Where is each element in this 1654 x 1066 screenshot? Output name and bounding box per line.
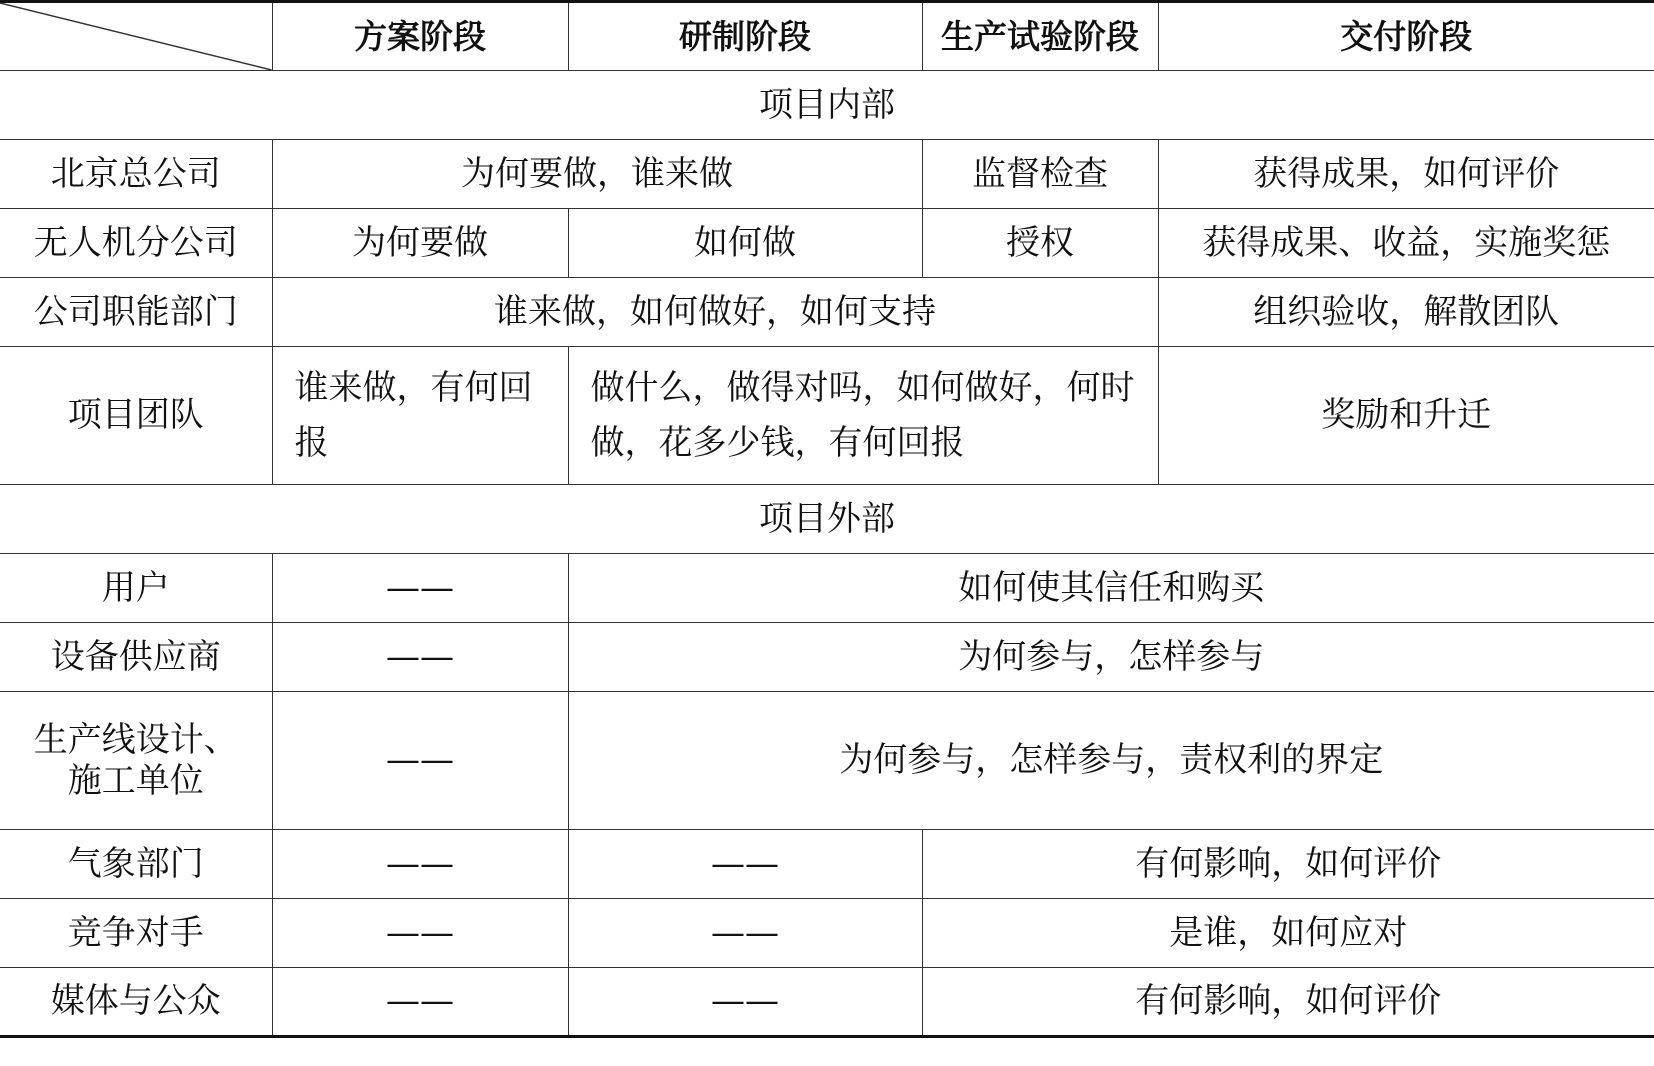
diagonal-corner-cell xyxy=(0,2,272,71)
diagonal-line xyxy=(0,3,272,70)
table-cell: 获得成果、收益，实施奖惩 xyxy=(1158,209,1654,278)
header-stage-development: 研制阶段 xyxy=(568,2,922,71)
table-cell: 授权 xyxy=(922,209,1158,278)
table-row xyxy=(0,692,1654,830)
header-row xyxy=(0,2,1654,71)
table-row xyxy=(0,209,1654,278)
header-stage-delivery: 交付阶段 xyxy=(1158,2,1654,71)
row-label: 设备供应商 xyxy=(0,623,272,692)
table-cell: 谁来做，如何做好，如何支持 xyxy=(272,278,1158,347)
table-row xyxy=(0,899,1654,968)
table-cell: 奖励和升迁 xyxy=(1158,347,1654,485)
table-cell: —— xyxy=(568,830,922,899)
row-label: 北京总公司 xyxy=(0,140,272,209)
table-cell: 如何做 xyxy=(568,209,922,278)
table-cell: —— xyxy=(272,692,568,830)
table-cell: 组织验收，解散团队 xyxy=(1158,278,1654,347)
table-row xyxy=(0,830,1654,899)
table-cell: 谁来做，有何回报 xyxy=(272,347,568,485)
table-row xyxy=(0,623,1654,692)
table-cell: —— xyxy=(272,623,568,692)
table-cell: —— xyxy=(568,968,922,1037)
table-cell: 是谁，如何应对 xyxy=(922,899,1654,968)
table-cell: 做什么，做得对吗，如何做好，何时做，花多少钱，有何回报 xyxy=(568,347,1158,485)
row-label: 用户 xyxy=(0,554,272,623)
row-label: 无人机分公司 xyxy=(0,209,272,278)
row-label: 竞争对手 xyxy=(0,899,272,968)
table-row xyxy=(0,278,1654,347)
section-row-internal xyxy=(0,71,1654,140)
table-cell: —— xyxy=(272,899,568,968)
table-row xyxy=(0,554,1654,623)
table-cell: 为何参与，怎样参与，责权利的界定 xyxy=(568,692,1654,830)
row-label: 生产线设计、施工单位 xyxy=(0,692,272,830)
table-cell: 有何影响，如何评价 xyxy=(922,968,1654,1037)
table-cell: 有何影响，如何评价 xyxy=(922,830,1654,899)
table-cell: 为何要做 xyxy=(272,209,568,278)
header-stage-scheme: 方案阶段 xyxy=(272,2,568,71)
row-label: 项目团队 xyxy=(0,347,272,485)
row-label: 媒体与公众 xyxy=(0,968,272,1037)
table-cell: 为何要做，谁来做 xyxy=(272,140,922,209)
table-row xyxy=(0,140,1654,209)
row-label: 公司职能部门 xyxy=(0,278,272,347)
table-cell: —— xyxy=(568,899,922,968)
section-label: 项目内部 xyxy=(0,71,1654,140)
table-row xyxy=(0,347,1654,485)
table-cell: —— xyxy=(272,554,568,623)
table-cell: 为何参与，怎样参与 xyxy=(568,623,1654,692)
table-cell: 如何使其信任和购买 xyxy=(568,554,1654,623)
table-cell: —— xyxy=(272,968,568,1037)
table-cell: 监督检查 xyxy=(922,140,1158,209)
section-label: 项目外部 xyxy=(0,485,1654,554)
table-cell: —— xyxy=(272,830,568,899)
table-cell: 获得成果，如何评价 xyxy=(1158,140,1654,209)
section-row-external xyxy=(0,485,1654,554)
table-row xyxy=(0,968,1654,1037)
row-label: 气象部门 xyxy=(0,830,272,899)
header-stage-production-test: 生产试验阶段 xyxy=(922,2,1158,71)
